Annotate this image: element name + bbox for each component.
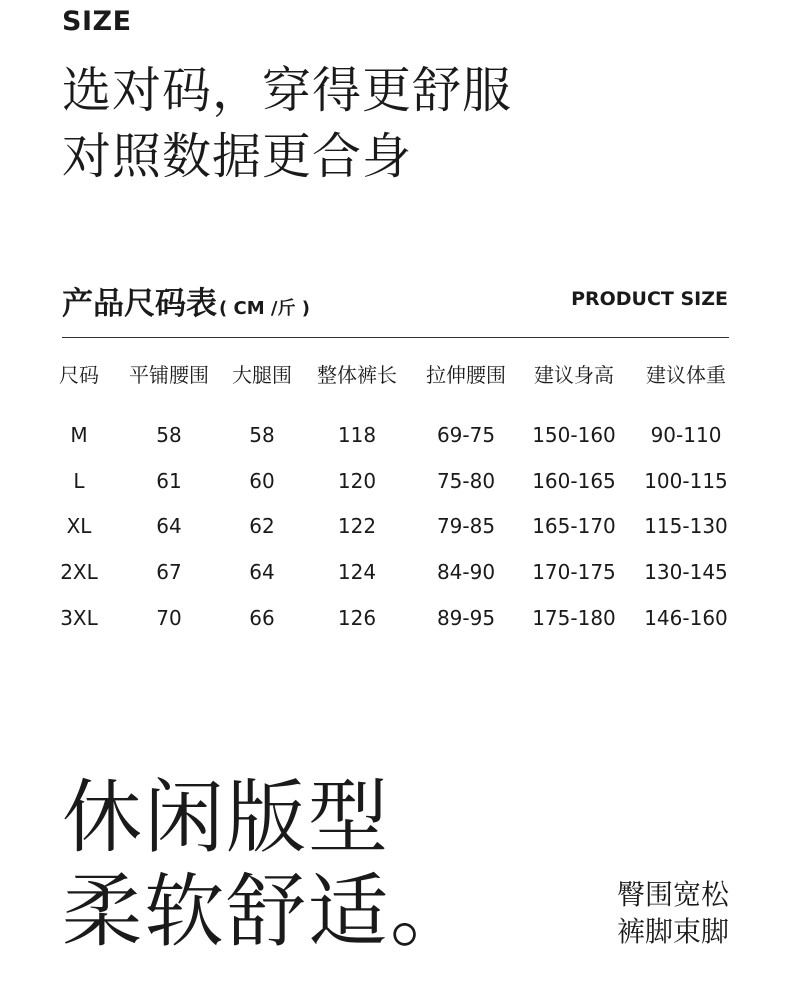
table-cell: 61 [156,468,182,493]
table-cell: 122 [337,514,377,539]
table-row [62,458,729,504]
table-cell: 118 [337,422,377,447]
table-row [62,595,729,641]
table-cell: 3XL [60,605,98,630]
table-cell: 124 [337,559,377,584]
table-cell: 160-165 [532,468,616,493]
column-header: 平铺腰围 [129,362,209,387]
table-cell: 175-180 [532,605,616,630]
size-table [59,356,729,640]
product-size-label: PRODUCT SIZE [571,288,728,310]
column-header: 建议身高 [534,362,614,387]
table-cell: 89-95 [436,605,496,630]
table-cell: M [70,422,88,447]
table-cell: 75-80 [436,468,496,493]
table-cell: 58 [249,422,275,447]
table-cell: 126 [337,605,377,630]
table-row [62,503,729,549]
column-header: 尺码 [59,362,99,387]
table-cell: 79-85 [436,514,496,539]
table-cell: 170-175 [532,559,616,584]
table-cell: 84-90 [436,559,496,584]
table-cell: 120 [337,468,377,493]
table-row [62,412,729,458]
column-header: 建议体重 [646,362,726,387]
table-cell: 64 [249,559,275,584]
table-cell: L [73,468,85,493]
size-table-title [62,278,310,323]
column-header: 拉伸腰围 [426,362,506,387]
feature-headline-line-1: 休闲版型 [62,771,390,864]
headline-line-1: 选对码，穿得更舒服 [62,62,513,119]
table-cell: 64 [156,514,182,539]
headline-line-2: 对照数据更合身 [62,128,413,185]
table-cell: 58 [156,422,182,447]
size-table-header-row [59,356,729,390]
column-header: 大腿围 [232,362,292,387]
table-cell: 115-130 [644,514,728,539]
table-cell: 150-160 [532,422,616,447]
table-cell: 70 [156,605,182,630]
table-row [62,549,729,595]
size-table-unit: ( CM /斤 ) [219,298,310,319]
table-cell: 90-110 [650,422,722,447]
feature-headline-line-2: 柔软舒适。 [62,865,472,958]
size-table-body [62,412,729,640]
size-table-title-text: 产品尺码表 [62,286,217,322]
table-cell: 100-115 [644,468,728,493]
table-cell: 62 [249,514,275,539]
divider [62,337,729,338]
table-cell: 69-75 [436,422,496,447]
table-cell: 2XL [60,559,98,584]
feature-note-line-2: 裤脚束脚 [616,915,729,948]
column-header: 整体裤长 [317,362,397,387]
table-cell: 130-145 [644,559,728,584]
size-tag: SIZE [62,6,132,37]
table-cell: 67 [156,559,182,584]
table-cell: XL [66,514,92,539]
table-cell: 165-170 [532,514,616,539]
table-cell: 146-160 [644,605,728,630]
table-cell: 66 [249,605,275,630]
table-cell: 60 [249,468,275,493]
feature-note-line-1: 臀围宽松 [616,878,729,911]
